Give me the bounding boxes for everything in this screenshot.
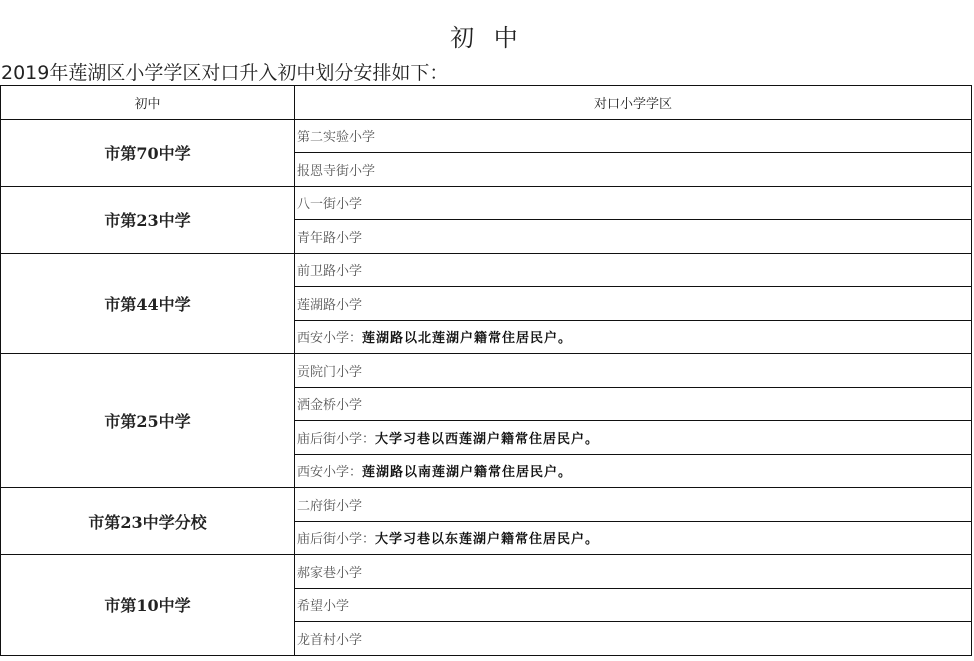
primary-school-cell	[295, 253, 972, 287]
primary-school-name: 西安小学：	[297, 465, 363, 481]
primary-school-name: 洒金桥小学	[297, 398, 363, 414]
primary-school-name: 庙后街小学：	[297, 532, 376, 548]
primary-school-name: 庙后街小学：	[297, 431, 376, 447]
primary-school-cell	[295, 521, 972, 555]
primary-school-cell	[295, 588, 972, 622]
primary-school-cell	[295, 387, 972, 421]
primary-school-cell	[295, 354, 972, 388]
primary-school-name: 龙首村小学	[297, 632, 363, 648]
primary-school-name: 青年路小学	[297, 230, 363, 246]
primary-school-name: 二府街小学	[297, 498, 363, 514]
primary-school-cell	[295, 186, 972, 220]
table-header-row	[1, 86, 972, 120]
primary-school-cell	[295, 488, 972, 522]
table-row	[1, 354, 972, 388]
middle-school-cell: 市第10中学	[1, 555, 295, 656]
table-row	[1, 253, 972, 287]
primary-school-name: 希望小学	[297, 599, 350, 615]
primary-school-name: 西安小学：	[297, 331, 363, 347]
middle-school-cell: 市第23中学	[1, 186, 295, 253]
primary-school-note: 莲湖路以北莲湖户籍常住居民户。	[362, 331, 573, 347]
page-title: 初 中	[450, 24, 524, 52]
primary-school-cell	[295, 287, 972, 321]
primary-school-cell	[295, 153, 972, 187]
header-primary-district: 对口小学学区	[295, 86, 972, 120]
primary-school-name: 前卫路小学	[297, 264, 363, 280]
middle-school-cell: 市第25中学	[1, 354, 295, 488]
table-row	[1, 119, 972, 153]
table-row	[1, 186, 972, 220]
middle-school-cell: 市第70中学	[1, 119, 295, 186]
primary-school-cell	[295, 454, 972, 488]
table-row	[1, 555, 972, 589]
primary-school-name: 八一街小学	[297, 197, 363, 213]
middle-school-cell: 市第23中学分校	[1, 488, 295, 555]
primary-school-name: 报恩寺街小学	[297, 163, 376, 179]
primary-school-cell	[295, 421, 972, 455]
primary-school-cell	[295, 119, 972, 153]
primary-school-cell	[295, 555, 972, 589]
primary-school-name: 贡院门小学	[297, 364, 363, 380]
school-district-table	[0, 85, 972, 656]
header-middle-school: 初中	[1, 86, 295, 120]
primary-school-note: 莲湖路以南莲湖户籍常住居民户。	[362, 465, 573, 481]
primary-school-name: 郝家巷小学	[297, 565, 363, 581]
primary-school-name: 莲湖路小学	[297, 297, 363, 313]
primary-school-cell	[295, 320, 972, 354]
primary-school-name: 第二实验小学	[297, 130, 376, 146]
primary-school-note: 大学习巷以西莲湖户籍常住居民户。	[375, 431, 600, 447]
primary-school-note: 大学习巷以东莲湖户籍常住居民户。	[375, 532, 600, 548]
primary-school-cell	[295, 622, 972, 656]
middle-school-cell: 市第44中学	[1, 253, 295, 354]
table-row	[1, 488, 972, 522]
page-subtitle: 2019年莲湖区小学学区对口升入初中划分安排如下：	[1, 62, 449, 84]
primary-school-cell	[295, 220, 972, 254]
